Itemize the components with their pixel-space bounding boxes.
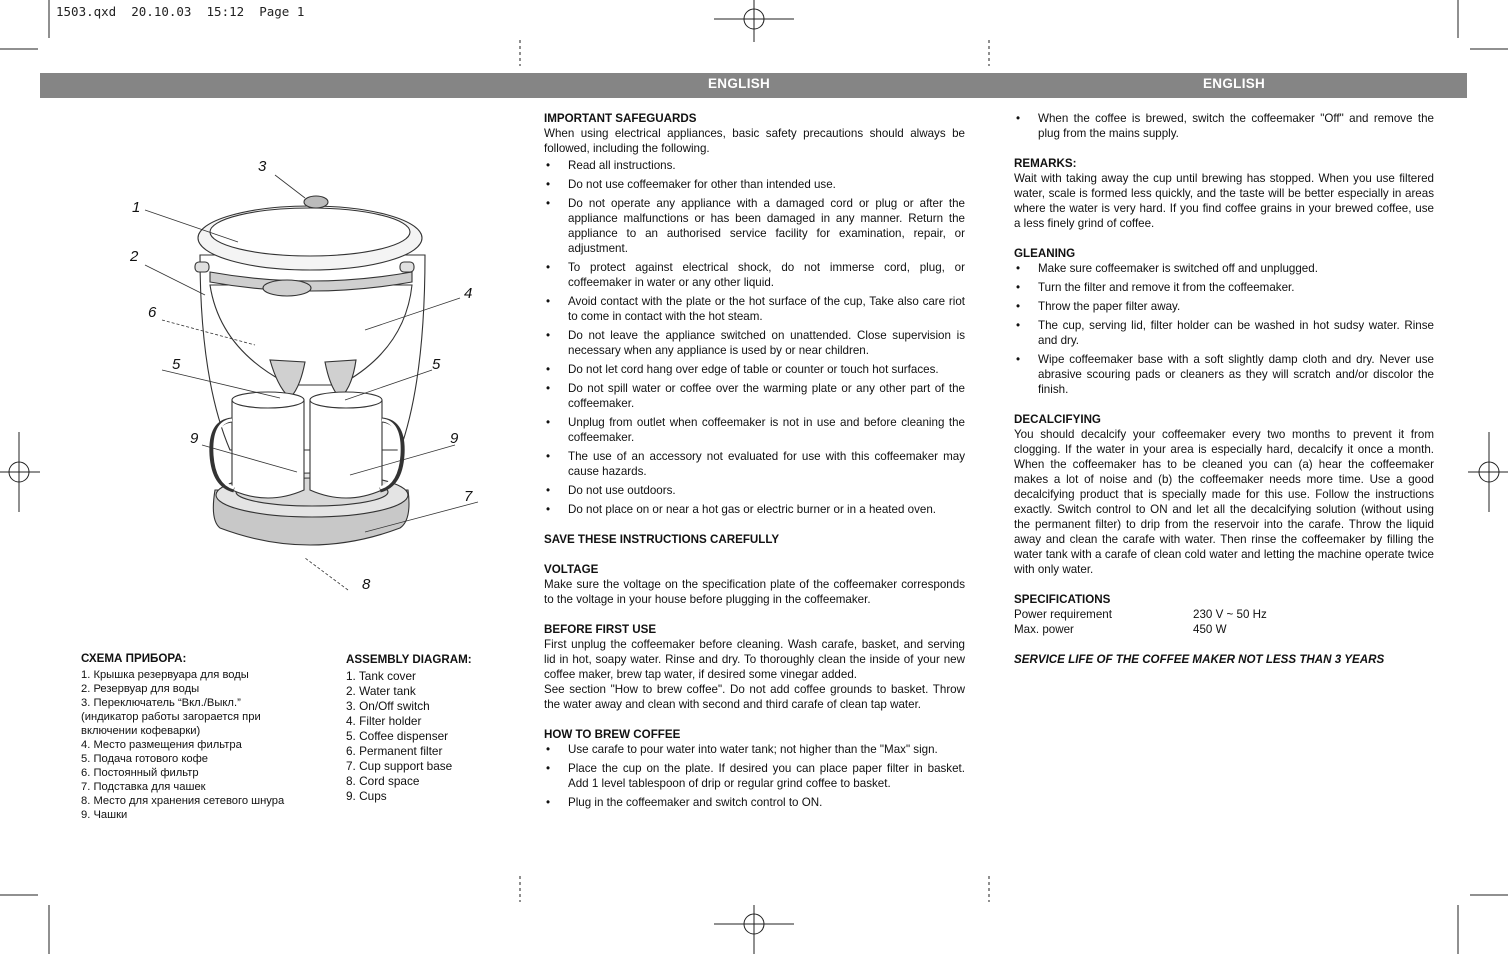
legend-english-item: 7. Cup support base	[346, 759, 453, 773]
specs-title: SPECIFICATIONS	[1014, 593, 1111, 606]
spec-key: Max. power	[1014, 623, 1074, 636]
safeguard-item: • Unplug from outlet when coffeemaker is not in use and before cleaning the coffeemaker.	[544, 415, 965, 445]
spec-value: 450 W	[1193, 623, 1227, 636]
brew-step: • When the coffee is brewed, switch the coffeemaker "Off" and remove the plug from the mains supply.	[1014, 111, 1434, 141]
section-decalcifying	[1014, 412, 1434, 577]
section-before-first-use	[544, 622, 965, 712]
legend-russian-item: 7. Подставка для чашек	[81, 781, 206, 793]
safeguard-item: • Do not spill water or coffee over the warming plate or any other part of the coffeemaker.	[544, 381, 965, 411]
save-title: SAVE THESE INSTRUCTIONS CAREFULLY	[544, 533, 780, 546]
legend-russian-item: 3. Переключатель “Вкл./Выкл.”	[81, 697, 241, 709]
safeguard-item: • The use of an accessory not evaluated for use with this coffeemaker may cause hazards.	[544, 449, 965, 479]
section-safeguards	[544, 111, 965, 517]
safeguard-item: • Do not let cord hang over edge of table or counter or touch hot surfaces.	[544, 362, 965, 377]
diagram-label-8: 8	[362, 576, 371, 593]
legend-english-item: 9. Cups	[346, 789, 387, 803]
safeguard-item: • Do not place on or near a hot gas or electric burner or in a heated oven.	[544, 502, 965, 517]
cleaning-item: • Make sure coffeemaker is switched off and unplugged.	[1014, 261, 1434, 276]
before-text-1: First unplug the coffeemaker before cleaning. Wash carafe, basket, and serving lid in hot, soapy water. Rinse and dry. To thoroughly clean the inside of your new coffee maker, brew tap water, if desired some vinegar added.	[544, 638, 965, 681]
safeguards-intro: When using electrical appliances, basic safety precautions should always be followed, including the following.	[544, 127, 965, 155]
voltage-text: Make sure the voltage on the specification plate of the coffeemaker corresponds to the voltage in your house before plugging in the coffeemaker.	[544, 578, 965, 606]
section-save	[544, 532, 965, 547]
brew-step: • Place the cup on the plate. If desired you can place paper filter in basket. Add 1 level tablespoon of drip or regular grind coffee to basket.	[544, 761, 965, 791]
voltage-title: VOLTAGE	[544, 563, 599, 576]
spec-key: Power requirement	[1014, 608, 1112, 621]
legend-russian-item: 4. Место размещения фильтра	[81, 739, 242, 751]
legend-english-item: 4. Filter holder	[346, 714, 422, 728]
diagram-label-5-left: 5	[172, 356, 181, 373]
safeguard-item: • Do not use coffeemaker for other than intended use.	[544, 177, 965, 192]
diagram-label-9-right: 9	[450, 430, 459, 447]
diagram-label-6: 6	[148, 304, 157, 321]
legend-russian-item: 2. Резервуар для воды	[81, 683, 200, 695]
diagram-label-9-left: 9	[190, 430, 199, 447]
safeguard-item: • To protect against electrical shock, do not immerse cord, plug, or coffeemaker in water or any other liquid.	[544, 260, 965, 290]
diagram-label-1: 1	[132, 199, 141, 216]
legend-russian-title: СХЕМА ПРИБОРА:	[81, 652, 187, 665]
legend-russian	[81, 652, 331, 822]
cleaning-item: • The cup, serving lid, filter holder can be washed in hot sudsy water. Rinse and dry.	[1014, 318, 1434, 348]
diagram-label-2: 2	[130, 248, 139, 265]
spec-row	[1014, 622, 1434, 637]
cleaning-item: • Throw the paper filter away.	[1014, 299, 1434, 314]
cleaning-title: GLEANING	[1014, 247, 1076, 260]
coffeemaker-diagram	[100, 150, 520, 610]
before-title: BEFORE FIRST USE	[544, 623, 657, 636]
safeguard-item: • Do not operate any appliance with a damaged cord or plug or after the appliance malfunctions or has been damaged in any manner. Return the appliance to an authorised service facility for examination, repair, or adjustment.	[544, 196, 965, 256]
legend-english-item: 2. Water tank	[346, 684, 416, 698]
legend-russian-item: 1. Крышка резервуара для воды	[81, 669, 249, 681]
diagram-label-7: 7	[464, 488, 473, 505]
diagram-label-4: 4	[464, 285, 473, 302]
column-right	[1014, 111, 1434, 667]
section-remarks	[1014, 156, 1434, 231]
legend-english-item: 6. Permanent filter	[346, 744, 443, 758]
remarks-text: Wait with taking away the cup until brewing has stopped. When you use filtered water, scale is formed less quickly, and the taste will be better especially in areas where the water is very hard. If you find coffee grains in your brewed coffee, use a less finely grind of coffee.	[1014, 172, 1434, 230]
legend-english-item: 5. Coffee dispenser	[346, 729, 449, 743]
brew-title: HOW TO BREW COFFEE	[544, 728, 681, 741]
decalc-text: You should decalcify your coffeemaker every two months to prevent it from clogging. If the water in your area is especially hard, decalcify it once a month. When the coffeemaker has to be cleaned you can (a) hear the coffeemaker makes a lot of noise and (b) the coffeemaker needs more time. Use a good decalcifying product that is specially made for this use. Follow the instructions exactly. Switch control to ON and let all the decalcifying solution (without using the permanent filter) to drip from the reservoir into the carafe. Throw the liquid away and clean the carafe with water. Then rinse the coffeemaker by filling the water tank with a carafe of clean cold water and letting the machine operate twice with only water.	[1014, 428, 1434, 576]
diagram-label-5-right: 5	[432, 356, 441, 373]
legend-english-item: 3. On/Off switch	[346, 699, 430, 713]
remarks-title: REMARKS:	[1014, 157, 1077, 170]
legend-russian-item: 9. Чашки	[81, 809, 128, 821]
header-label-left: ENGLISH	[708, 76, 771, 91]
safeguard-item: • Avoid contact with the plate or the hot surface of the cup, Take also care riot to come in contact with the hot steam.	[544, 294, 965, 324]
legend-russian-item: 8. Место для хранения сетевого шнура	[81, 795, 285, 807]
legend-russian-item: включении кофеварки)	[81, 725, 201, 737]
spec-value: 230 V ~ 50 Hz	[1193, 608, 1267, 621]
decalc-title: DECALCIFYING	[1014, 413, 1101, 426]
safeguard-item: • Read all instructions.	[544, 158, 965, 173]
section-cleaning	[1014, 246, 1434, 397]
service-life-note: SERVICE LIFE OF THE COFFEE MAKER NOT LESS THAN 3 YEARS	[1014, 653, 1385, 666]
legend-russian-item: 5. Подача готового кофе	[81, 753, 209, 765]
safeguards-title: IMPORTANT SAFEGUARDS	[544, 112, 697, 125]
header-label-right: ENGLISH	[1203, 76, 1266, 91]
file-slug: 1503.qxd 20.10.03 15:12 Page 1	[56, 4, 305, 19]
section-brew	[544, 727, 965, 810]
spec-row	[1014, 607, 1434, 622]
column-middle	[544, 111, 965, 814]
legend-english-item: 1. Tank cover	[346, 669, 416, 683]
safeguard-item: • Do not use outdoors.	[544, 483, 965, 498]
legend-russian-item: (индикатор работы загорается при	[81, 711, 261, 723]
brew-step: • Plug in the coffeemaker and switch control to ON.	[544, 795, 965, 810]
legend-english-title: ASSEMBLY DIAGRAM:	[346, 653, 472, 666]
legend-english	[346, 652, 506, 804]
cleaning-item: • Wipe coffeemaker base with a soft slightly damp cloth and dry. Never use abrasive scouring pads or cleaners as they will scratch and/or discolor the finish.	[1014, 352, 1434, 397]
safeguard-item: • Do not leave the appliance switched on unattended. Close supervision is necessary when any appliance is used by or near children.	[544, 328, 965, 358]
legend-english-item: 8. Cord space	[346, 774, 420, 788]
section-specifications	[1014, 592, 1434, 637]
diagram-label-3: 3	[258, 158, 267, 175]
cleaning-item: • Turn the filter and remove it from the coffeemaker.	[1014, 280, 1434, 295]
before-text-2: See section "How to brew coffee". Do not add coffee grounds to basket. Throw the water away and clean with second and third carafe of clean tap water.	[544, 683, 965, 711]
legend-russian-item: 6. Постоянный фильтр	[81, 767, 199, 779]
brew-step: • Use carafe to pour water into water tank; not higher than the "Max" sign.	[544, 742, 965, 757]
section-voltage	[544, 562, 965, 607]
section-brew-continued	[1014, 111, 1434, 141]
